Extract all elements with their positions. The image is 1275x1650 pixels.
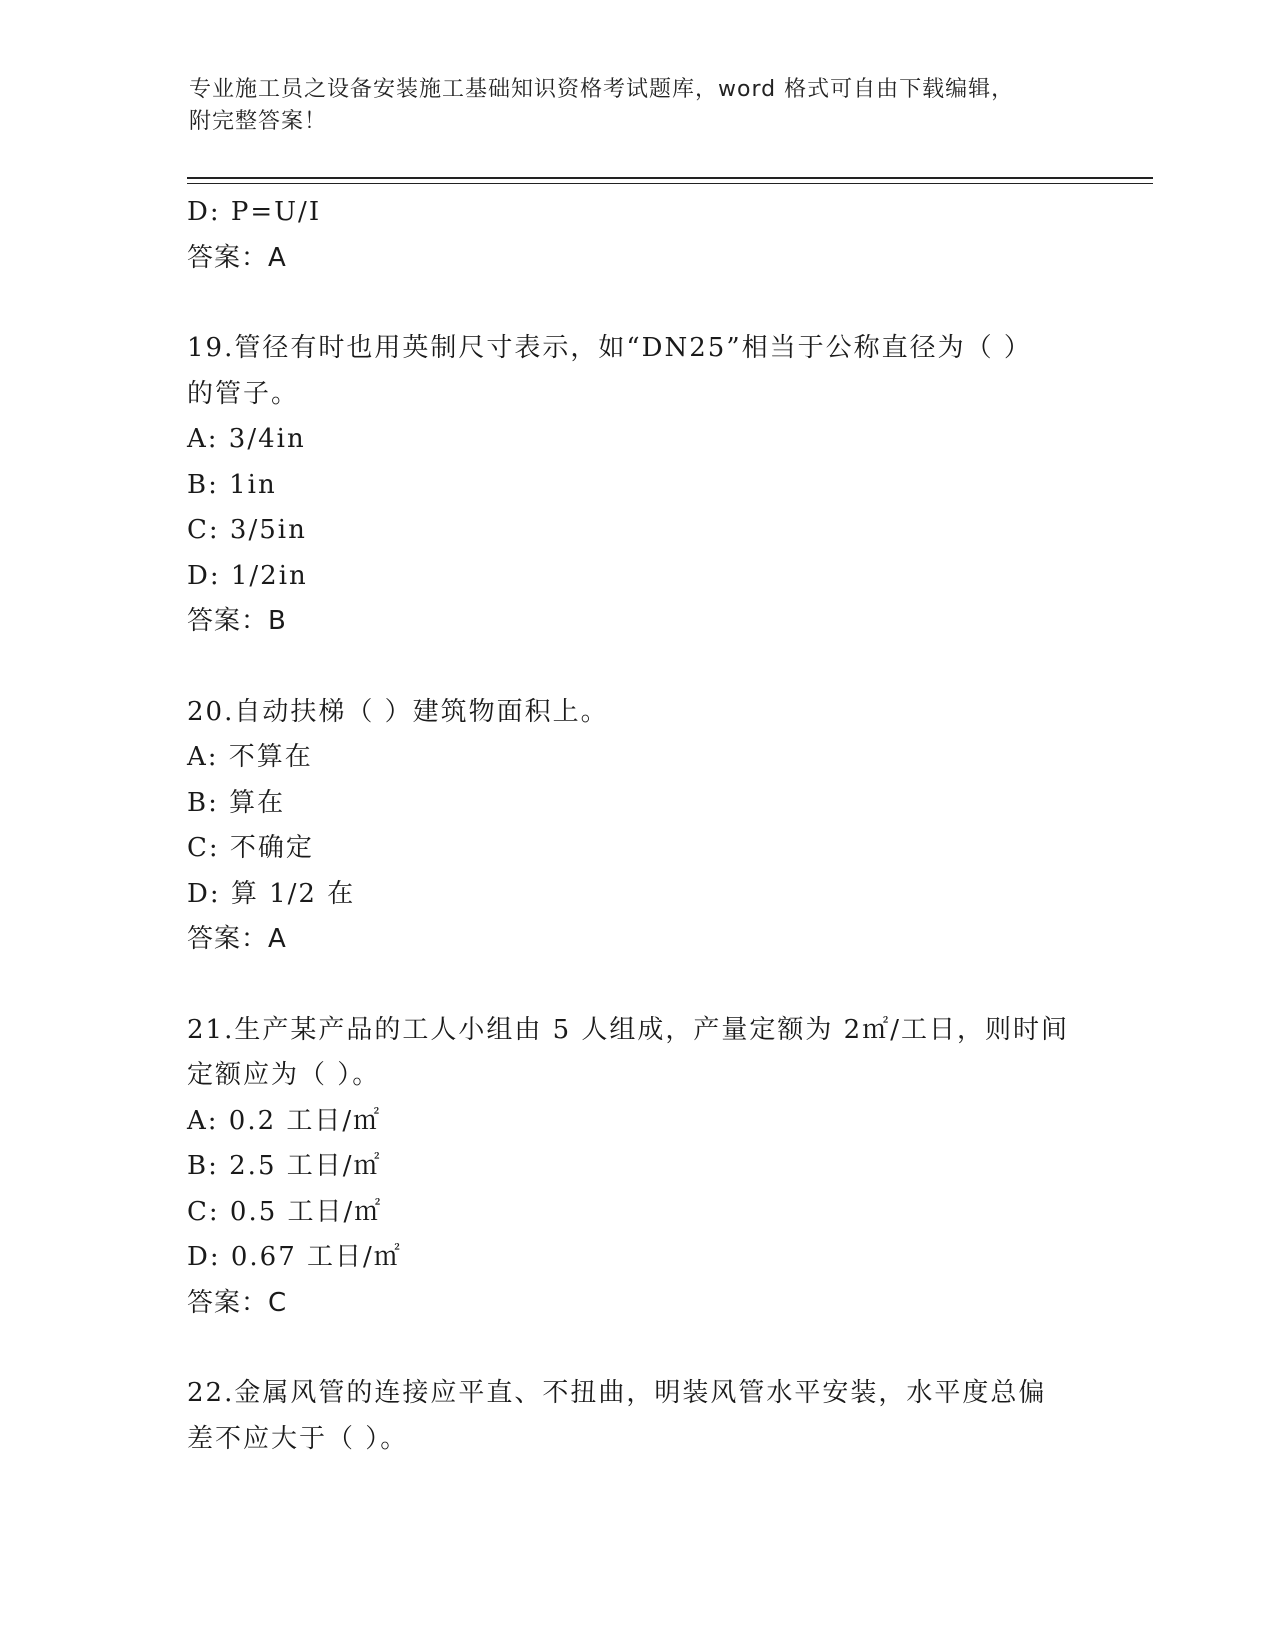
- question-stem-line-1: 19.管径有时也用英制尺寸表示，如“DN25”相当于公称直径为（ ）: [187, 333, 1032, 363]
- question-stem-line-2: 的管子。: [187, 378, 300, 409]
- header-title-line-1: 专业施工员之设备安装施工基础知识资格考试题库，word 格式可自由下载编辑，: [189, 77, 1015, 102]
- question-content: [187, 190, 1087, 1462]
- option-a: A: 0.2 工日/㎡: [187, 1105, 382, 1136]
- option-d: D: P=U/I: [187, 197, 322, 227]
- header-divider-thin: [187, 183, 1153, 184]
- spacer: [187, 645, 1087, 690]
- answer-line: 答案：A: [187, 924, 287, 954]
- option-d: D: 1/2in: [187, 560, 308, 591]
- question-stem-line-2: 差不应大于（ ）。: [187, 1423, 409, 1454]
- option-a: A: 3/4in: [187, 424, 306, 454]
- question-stem-line-2: 定额应为（ ）。: [187, 1060, 381, 1090]
- option-b: B: 2.5 工日/㎡: [187, 1151, 382, 1181]
- spacer: [187, 281, 1087, 326]
- question-18-tail: [187, 190, 1087, 281]
- question-stem-line-1: 22.金属风管的连接应平直、不扭曲，明装风管水平安装，水平度总偏: [187, 1378, 1047, 1408]
- question-21: [187, 1008, 1087, 1327]
- option-b: B: 1in: [187, 469, 277, 500]
- option-c: C: 0.5 工日/㎡: [187, 1196, 383, 1227]
- option-d: D: 算 1/2 在: [187, 878, 356, 909]
- question-19: [187, 326, 1087, 645]
- answer-line: 答案：C: [187, 1287, 288, 1318]
- option-d: D: 0.67 工日/㎡: [187, 1242, 402, 1272]
- question-stem-line-1: 20.自动扶梯（ ）建筑物面积上。: [187, 696, 609, 727]
- question-20: [187, 690, 1087, 963]
- document-header: [189, 74, 1089, 138]
- option-a: A: 不算在: [187, 742, 313, 772]
- question-22: [187, 1371, 1087, 1462]
- option-c: C: 3/5in: [187, 515, 307, 545]
- spacer: [187, 1326, 1087, 1371]
- answer-line: 答案：A: [187, 242, 287, 273]
- header-title-line-2: 附完整答案！: [189, 109, 328, 134]
- header-divider-thick: [187, 177, 1153, 179]
- question-stem-line-1: 21.生产某产品的工人小组由 5 人组成，产量定额为 2㎡/工日，则时间: [187, 1014, 1069, 1045]
- option-b: B: 算在: [187, 787, 286, 818]
- option-c: C: 不确定: [187, 833, 314, 863]
- answer-line: 答案：B: [187, 606, 287, 636]
- spacer: [187, 963, 1087, 1008]
